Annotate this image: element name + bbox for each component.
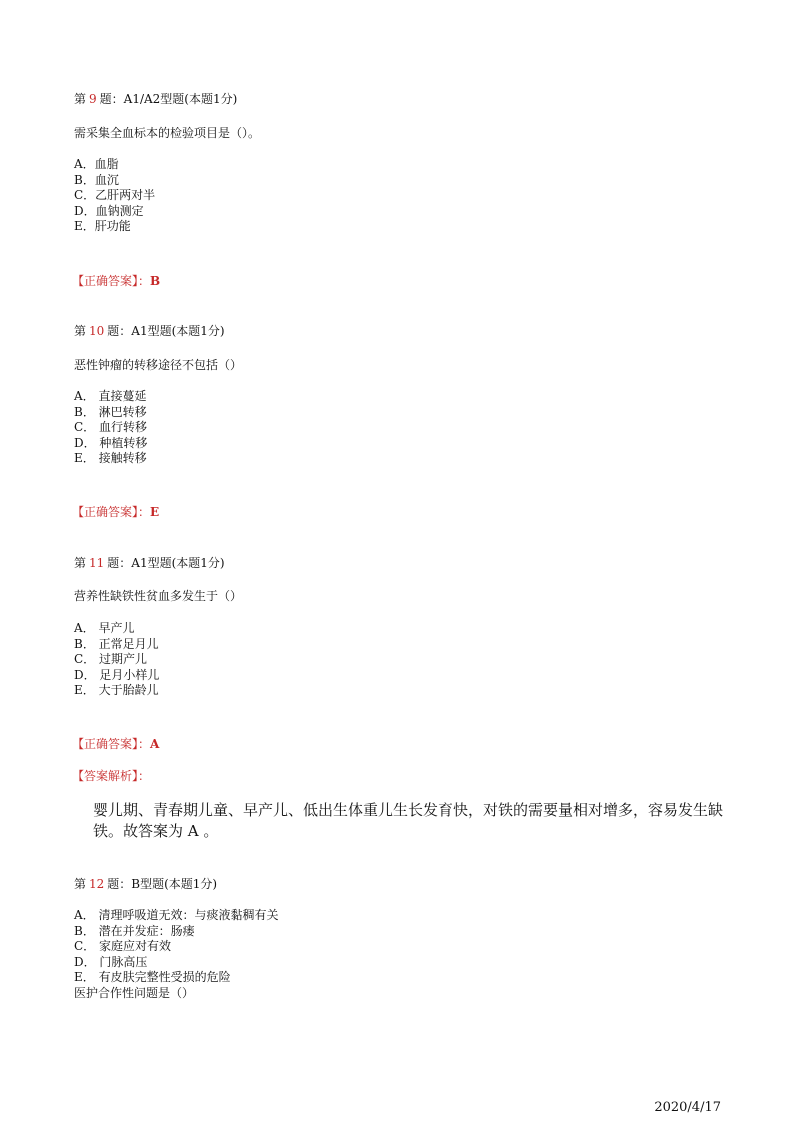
option-e: E．肝功能 xyxy=(74,219,131,233)
option-a: A．血脂 xyxy=(74,157,119,171)
option-e: E． 接触转移 xyxy=(74,451,147,465)
option-c: C． 过期产儿 xyxy=(74,652,147,666)
option-b: B．血沉 xyxy=(74,172,119,187)
option-d: D． 种植转移 xyxy=(74,435,148,450)
question-prefix: 第 xyxy=(74,324,87,338)
option-c: C．乙肝两对半 xyxy=(74,188,156,202)
option-e: E． 有皮肤完整性受损的危险 xyxy=(74,970,231,984)
question-prefix: 第 xyxy=(74,92,87,106)
question-number: 12 xyxy=(89,877,105,891)
answer-label: 【正确答案】： xyxy=(72,737,151,751)
answer-label: 【正确答案】： xyxy=(72,274,151,288)
question-12-stem: 医护合作性问题是（） xyxy=(74,985,195,1000)
option-d: D．血钠测定 xyxy=(74,203,144,218)
question-type: 题：A1型题(本题1分) xyxy=(107,324,225,338)
option-b: B． 淋巴转移 xyxy=(74,404,147,419)
question-number: 9 xyxy=(89,92,97,106)
question-9-answer xyxy=(72,272,160,289)
question-type: 题：A1/A2型题(本题1分) xyxy=(99,92,238,106)
option-c: C． 家庭应对有效 xyxy=(74,939,171,953)
footer-date: 2020/4/17 xyxy=(654,1100,721,1115)
question-10-options xyxy=(74,389,147,467)
option-b: B． 正常足月儿 xyxy=(74,636,159,651)
question-number: 11 xyxy=(89,556,105,570)
option-a: A． 早产儿 xyxy=(74,621,135,635)
question-12-options xyxy=(74,908,278,1001)
question-11-analysis-text: 婴儿期、青春期儿童、早产儿、低出生体重儿生长发育快，对铁的需要量相对增多，容易发生缺铁。故答案为 A 。 xyxy=(93,801,724,840)
answer-value: A xyxy=(150,737,160,751)
question-9-options xyxy=(74,157,155,235)
question-11-stem: 营养性缺铁性贫血多发生于（） xyxy=(74,589,243,603)
option-d: D． 门脉高压 xyxy=(74,954,148,969)
question-12-header xyxy=(74,875,217,892)
option-c: C． 血行转移 xyxy=(74,420,147,434)
option-a: A． 直接蔓延 xyxy=(74,389,147,403)
question-9-header xyxy=(74,90,237,107)
question-number: 10 xyxy=(89,324,105,338)
question-11-answer xyxy=(72,735,159,752)
question-10-stem: 恶性钟瘤的转移途径不包括（） xyxy=(74,358,243,372)
option-b: B． 潜在并发症：肠瘘 xyxy=(74,923,195,938)
option-a: A． 清理呼吸道无效：与痰液黏稠有关 xyxy=(74,908,279,922)
answer-label: 【正确答案】： xyxy=(72,505,151,519)
option-d: D． 足月小样儿 xyxy=(74,667,160,682)
question-prefix: 第 xyxy=(74,556,87,570)
question-type: 题：A1型题(本题1分) xyxy=(107,556,225,570)
answer-value: E xyxy=(150,505,160,519)
option-e: E． 大于胎龄儿 xyxy=(74,683,159,697)
question-9-stem: 需采集全血标本的检验项目是（）。 xyxy=(74,126,261,140)
question-11-options xyxy=(74,621,159,699)
question-prefix: 第 xyxy=(74,877,87,891)
question-11-header xyxy=(74,554,225,571)
question-11-analysis-title: 【答案解析】： xyxy=(72,769,151,783)
question-10-answer xyxy=(72,503,159,520)
question-10-header xyxy=(74,322,225,339)
question-type: 题：B型题(本题1分) xyxy=(107,877,218,891)
answer-value: B xyxy=(150,274,161,288)
